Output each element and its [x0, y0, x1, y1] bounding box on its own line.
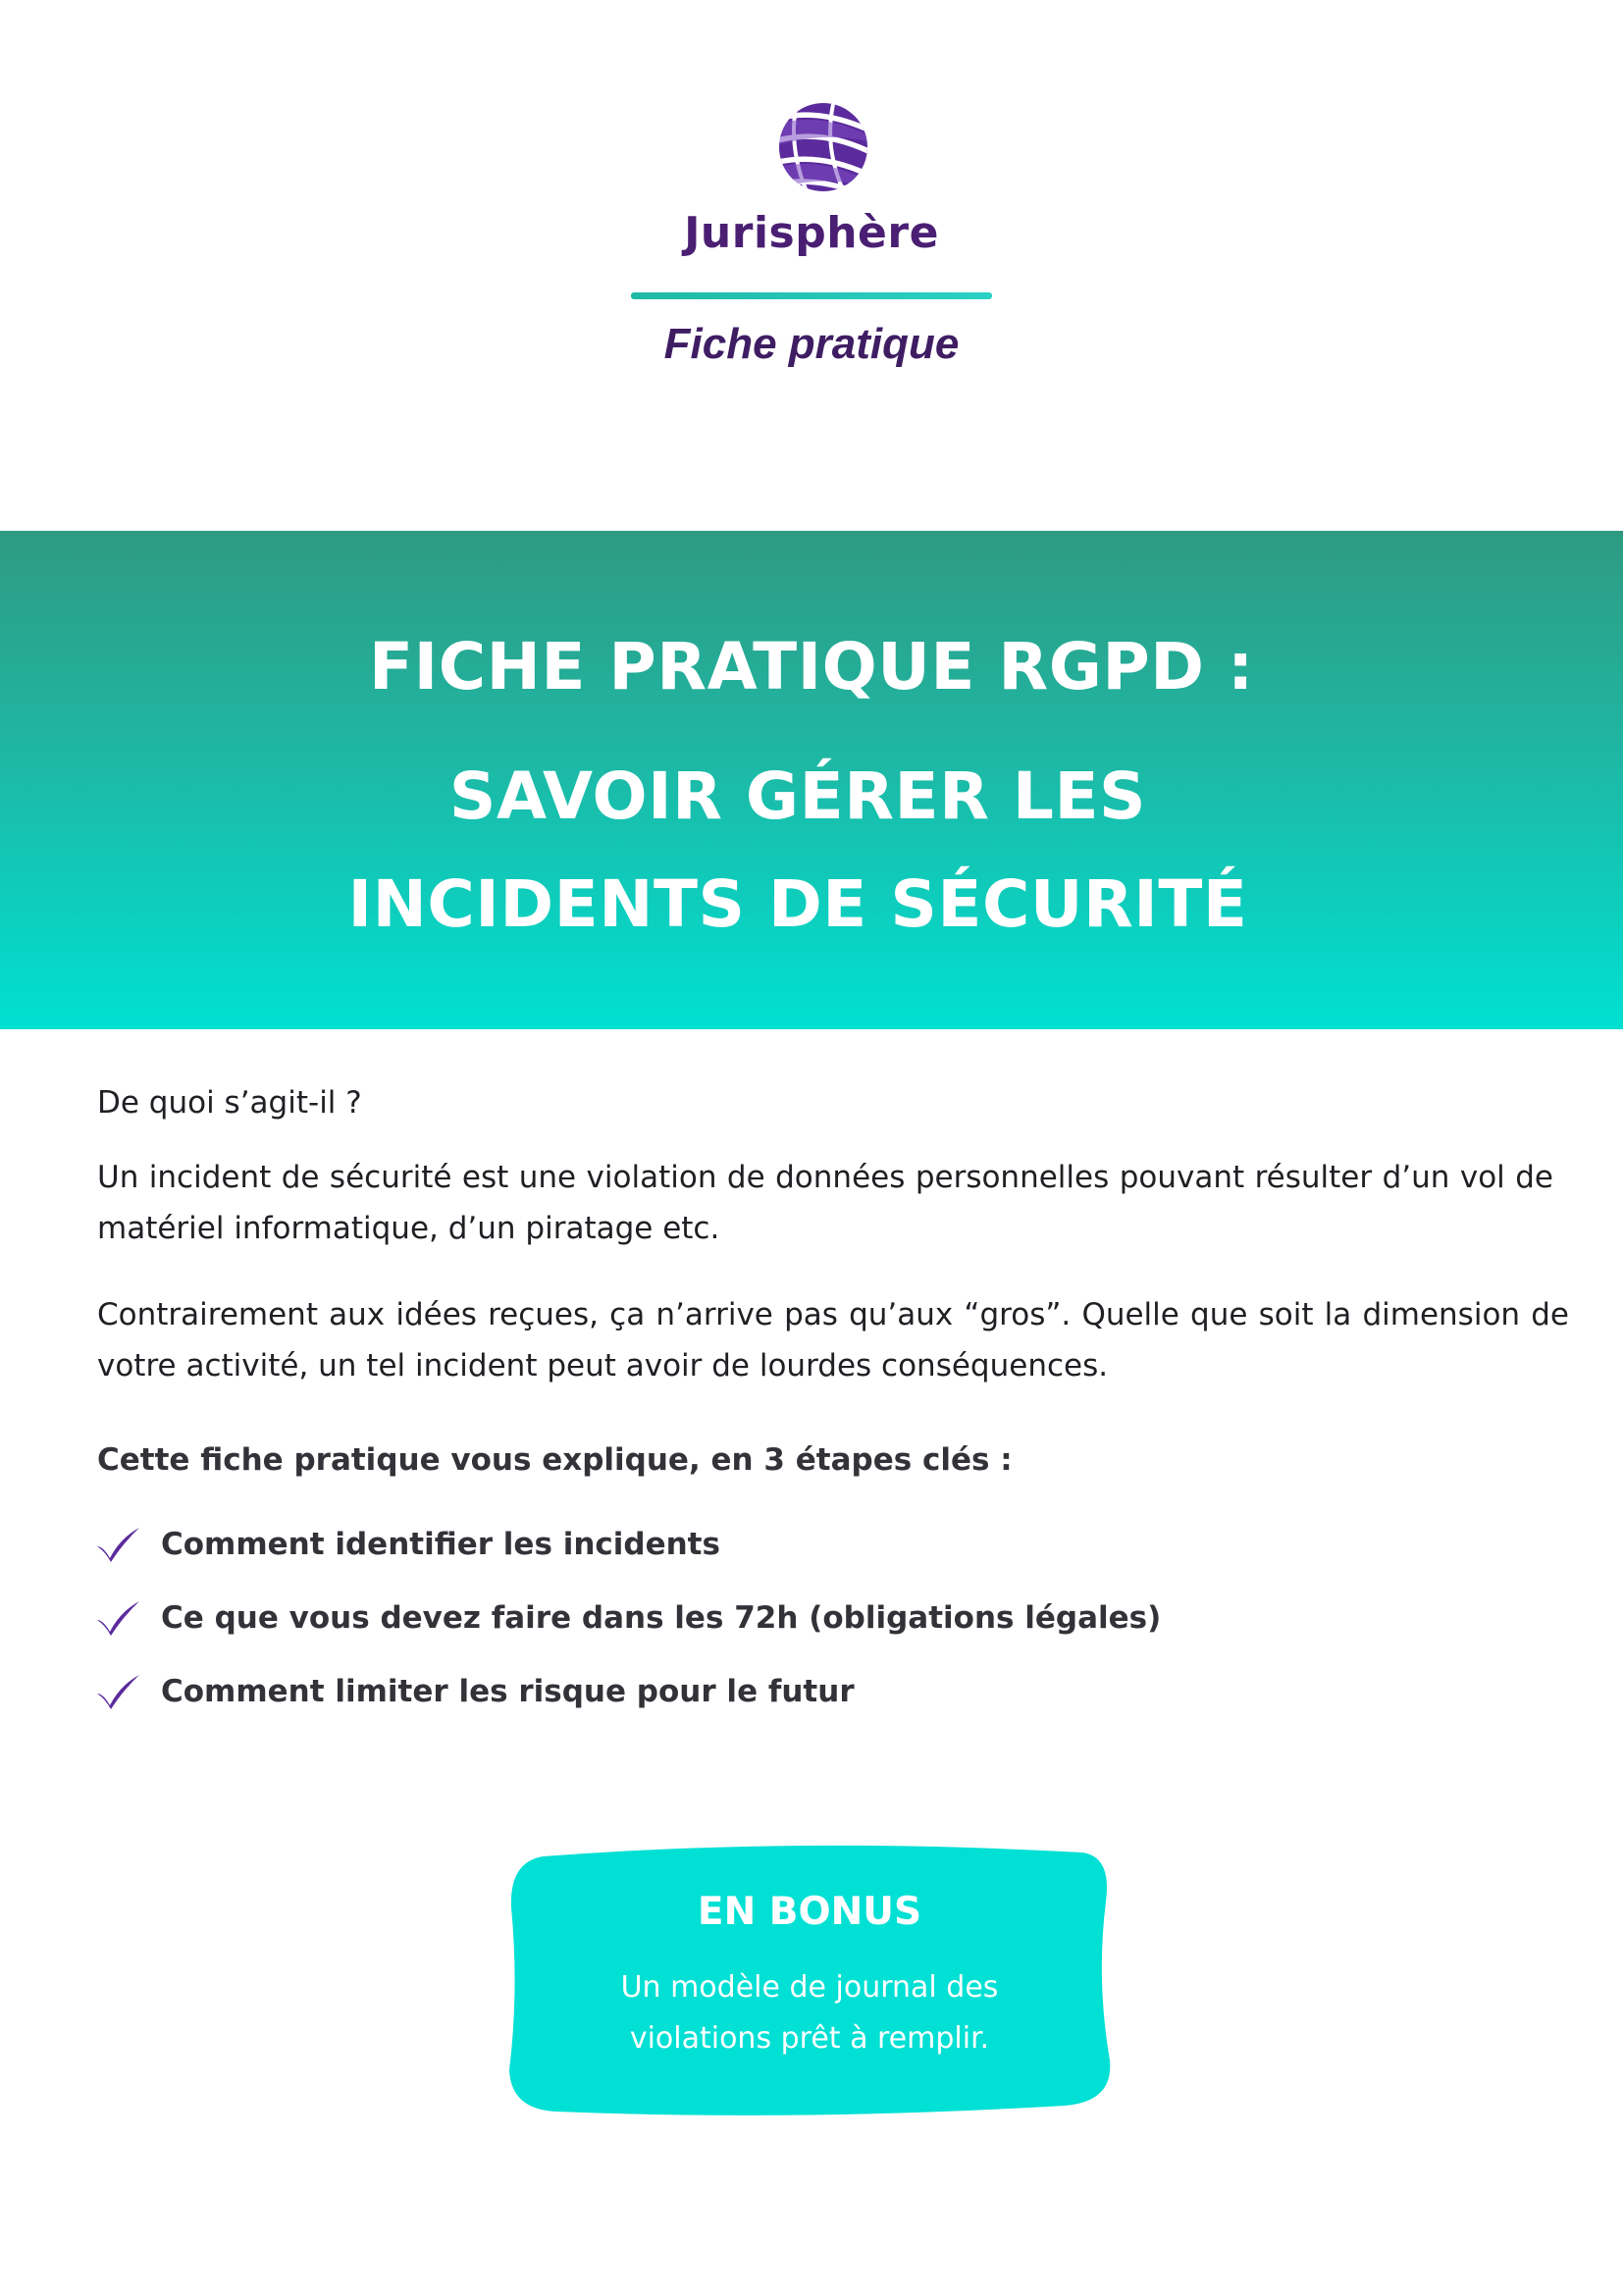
- steps-list: [94, 1507, 1370, 1728]
- list-item: [94, 1581, 1370, 1654]
- brand-header: [0, 0, 1623, 412]
- banner-title-line-1: FICHE PRATIQUE RGPD :: [369, 629, 1254, 704]
- steps-intro: Cette fiche pratique vous explique, en 3 étapes clés :: [97, 1442, 1013, 1478]
- bonus-box: [505, 1843, 1114, 2117]
- banner-title-line-2: SAVOIR GÉRER LES: [448, 758, 1147, 834]
- step-label: Comment limiter les risque pour le futur: [161, 1673, 855, 1709]
- question-heading: De quoi s’agit-il ?: [97, 1085, 362, 1121]
- banner-title-line-3: INCIDENTS DE SÉCURITÉ: [347, 866, 1248, 942]
- title-banner: [0, 531, 1623, 1029]
- globe-icon: [778, 102, 868, 192]
- checkmark-icon: [94, 1672, 141, 1711]
- context-paragraph: Contrairement aux idées reçues, ça n’arrive pas qu’aux “gros”. Quelle que soit la dimension de votre activité, un tel incident peut avoir de lourdes conséquences.: [97, 1297, 1569, 1383]
- definition-paragraph: Un incident de sécurité est une violation de données personnelles pouvant résulter d’un vol de matériel informatique, d’un piratage etc.: [97, 1160, 1553, 1246]
- bonus-title: EN BONUS: [697, 1890, 922, 1934]
- bonus-line-2: violations prêt à remplir.: [629, 2021, 990, 2056]
- bonus-line-1: Un modèle de journal des: [620, 1970, 999, 2005]
- step-label: Ce que vous devez faire dans les 72h (obligations légales): [161, 1599, 1162, 1636]
- step-label: Comment identifier les incidents: [161, 1526, 720, 1562]
- list-item: [94, 1507, 1370, 1581]
- brand-name: Jurisphère: [684, 208, 939, 258]
- bonus-description: [505, 1962, 1114, 2064]
- brand-divider: [631, 292, 992, 299]
- checkmark-icon: [94, 1525, 141, 1564]
- brand-tagline: Fiche pratique: [663, 320, 960, 368]
- checkmark-icon: [94, 1598, 141, 1638]
- list-item: [94, 1654, 1370, 1728]
